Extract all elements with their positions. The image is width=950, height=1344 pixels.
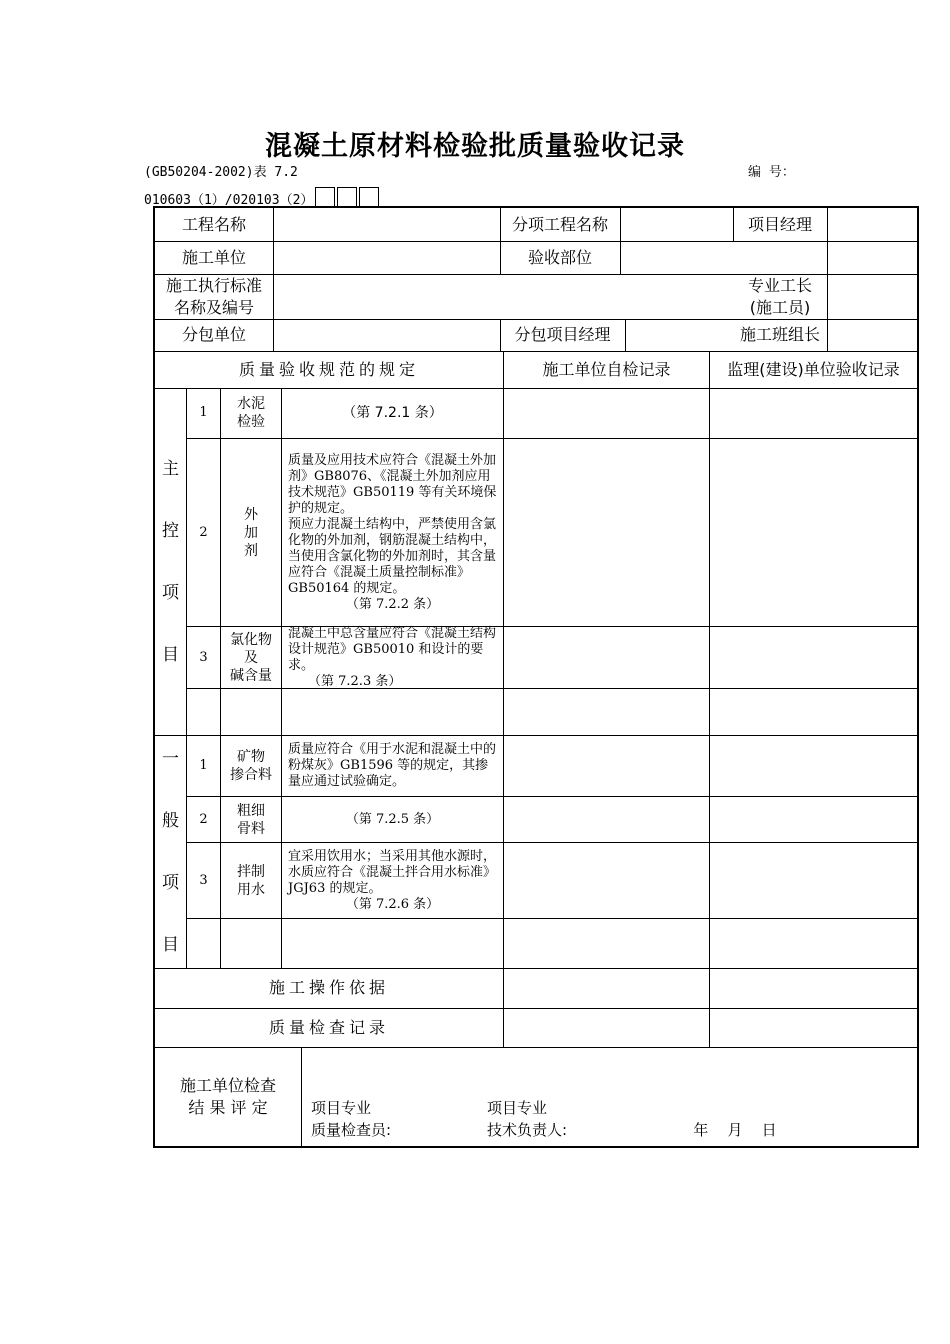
item-number: 1 [199, 405, 208, 420]
subcontractor-label: 分包单位 [181, 325, 246, 344]
item-content: 混凝土中总含量应符合《混凝土结构设计规范》GB50010 和设计的要求。 [288, 625, 497, 673]
item-number: 2 [199, 811, 208, 827]
item-number: 3 [199, 649, 208, 665]
subitem-name-field[interactable] [621, 208, 733, 241]
evaluation-label: 施工单位检查 结 果 评 定 [179, 1076, 276, 1117]
document-title: 混凝土原材料检验批质量验收记录 [265, 131, 685, 162]
date-label: 年 月 日 [693, 1121, 777, 1139]
form-code-line [144, 187, 379, 208]
supervision-column-header: 监理(建设)单位验收记录 [727, 359, 900, 379]
construction-unit-label: 施工单位 [181, 247, 246, 267]
number-box[interactable] [315, 187, 335, 207]
item-content-block [282, 627, 503, 688]
project-name-label: 工程名称 [181, 214, 246, 234]
item-name: 矿物 掺合料 [230, 748, 272, 783]
item-content-block [282, 439, 503, 626]
form-code: 010603（1）/020103（2） [144, 193, 314, 208]
item-content: 宜采用饮用水；当采用其他水源时，水质应符合《混凝土拌合用水标准》JGJ63 的规定。 [288, 848, 497, 896]
project-manager-field[interactable] [828, 208, 917, 241]
quality-inspector-label: 项目专业 质量检查员: [311, 1099, 392, 1139]
item-name: 粗细 骨料 [237, 802, 265, 837]
team-leader-label: 施工班组长 [739, 325, 820, 344]
main-control-label: 主 控 项 目 [162, 458, 179, 665]
subcontractor-field[interactable] [274, 319, 500, 351]
number-label: 编 号： [748, 165, 795, 180]
tech-lead-label: 项目专业 技术负责人: [487, 1099, 568, 1139]
item-clause: （第 7.2.2 条） [345, 596, 440, 612]
item-number: 1 [199, 757, 208, 773]
acceptance-table [153, 206, 919, 1148]
project-manager-label: 项目经理 [747, 214, 812, 234]
standard-code: (GB50204-2002)表 7.2 [144, 165, 298, 180]
item-clause: （第 7.2.6 条） [345, 896, 440, 912]
sub-manager-field[interactable] [626, 319, 733, 351]
foreman-label: 专业工长 (施工员) [747, 275, 812, 317]
construction-unit-field[interactable] [274, 241, 500, 274]
self-check-column-header: 施工单位自检记录 [542, 359, 671, 379]
item-name: 水泥 检验 [237, 396, 265, 430]
number-box[interactable] [359, 187, 379, 207]
item-content: （第 7.2.5 条） [345, 811, 440, 827]
project-name-field[interactable] [274, 208, 500, 241]
item-content: 质量及应用技术应符合《混凝土外加剂》GB8076、《混凝土外加剂应用技术规范》GB50119 等有关环境保护的规定。 预应力混凝土结构中，严禁使用含氯化物的外加剂，钢筋混凝土结构中，当使用含氯化物的外加剂时，其含量应符合《混凝土质量控制标准》GB50164 的规定。 [288, 452, 497, 596]
item-number: 2 [199, 524, 208, 540]
foreman-field[interactable] [828, 274, 917, 319]
acceptance-part-label: 验收部位 [527, 247, 592, 267]
team-leader-field[interactable] [828, 319, 917, 351]
number-box[interactable] [337, 187, 357, 207]
item-clause: （第 7.2.3 条） [308, 673, 402, 689]
general-items-label: 一 般 项 目 [162, 748, 179, 955]
item-name: 拌制 用水 [237, 863, 265, 898]
sub-manager-label: 分包项目经理 [514, 325, 611, 344]
item-content: （第 7.2.1 条） [342, 405, 443, 421]
quality-record-label: 质量检查记录 [268, 1017, 389, 1037]
item-content-block [282, 843, 503, 918]
standard-label: 施工执行标准 名称及编号 [165, 275, 262, 317]
spec-column-header: 质量验收规范的规定 [238, 359, 419, 379]
item-number: 3 [199, 872, 208, 888]
item-name: 外 加 剂 [244, 506, 258, 559]
operation-basis-label: 施工操作依据 [268, 978, 389, 997]
item-name: 氯化物 及 碱含量 [230, 631, 272, 684]
subitem-name-label: 分项工程名称 [511, 214, 608, 234]
item-content: 质量应符合《用于水泥和混凝土中的粉煤灰》GB1596 等的规定，其掺量应通过试验确定。 [288, 741, 497, 789]
acceptance-part-field[interactable] [621, 241, 917, 274]
